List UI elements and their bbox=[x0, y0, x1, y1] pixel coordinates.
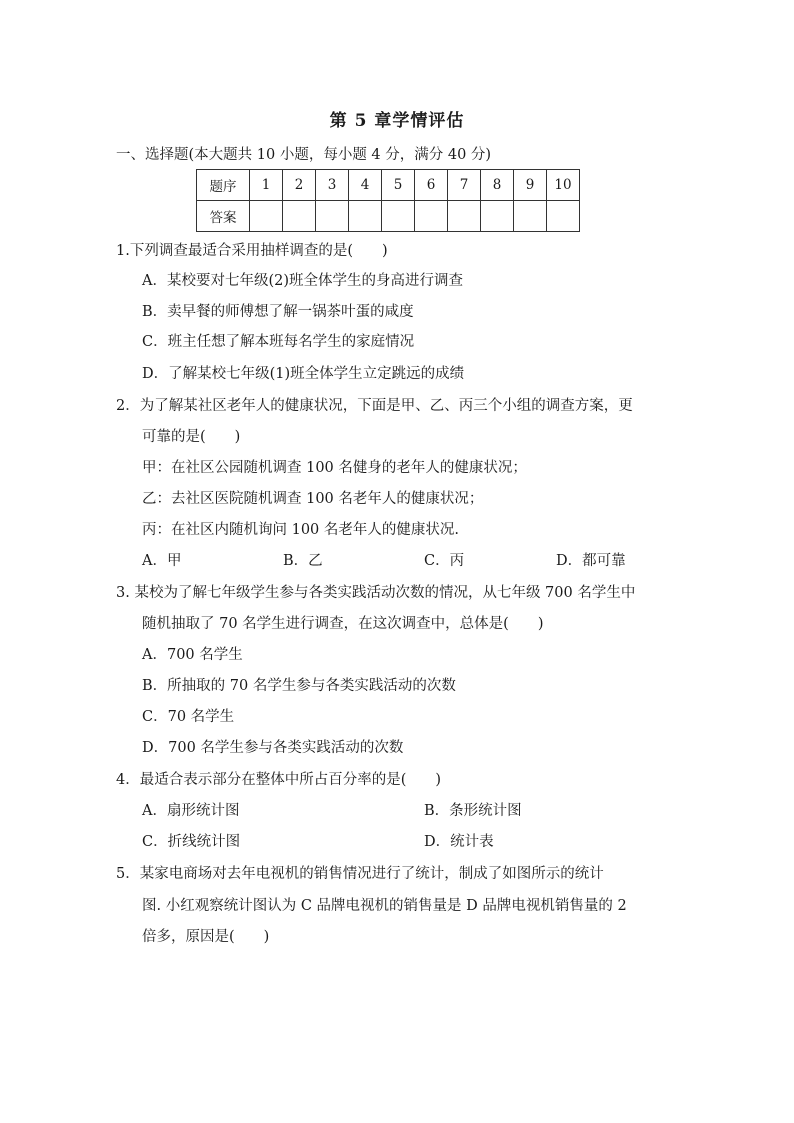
question-4-option-d: D．统计表 bbox=[424, 834, 494, 850]
question-3-option-b: B．所抽取的 70 名学生参与各类实践活动的次数 bbox=[142, 678, 456, 694]
answer-cell[interactable] bbox=[250, 201, 283, 232]
answer-table-number: 10 bbox=[547, 170, 580, 201]
question-4-option-a: A．扇形统计图 bbox=[142, 803, 240, 819]
answer-table-number: 4 bbox=[349, 170, 382, 201]
answer-table-number: 5 bbox=[382, 170, 415, 201]
answer-table-header-label: 题序 bbox=[197, 170, 250, 201]
question-2-stem: 2．为了解某社区老年人的健康状况，下面是甲、乙、丙三个小组的调查方案，更 bbox=[116, 398, 633, 414]
answer-table-number: 3 bbox=[316, 170, 349, 201]
question-4-stem: 4．最适合表示部分在整体中所占百分率的是( ) bbox=[116, 772, 442, 788]
answer-cell[interactable] bbox=[316, 201, 349, 232]
question-2-plan-jia: 甲：在社区公园随机调查 100 名健身的老年人的健康状况； bbox=[142, 460, 527, 476]
question-1-option-c: C．班主任想了解本班每名学生的家庭情况 bbox=[142, 334, 415, 350]
question-2-option-b: B．乙 bbox=[283, 553, 323, 569]
answer-table-number: 7 bbox=[448, 170, 481, 201]
answer-cell[interactable] bbox=[481, 201, 514, 232]
answer-cell[interactable] bbox=[283, 201, 316, 232]
answer-table-number: 1 bbox=[250, 170, 283, 201]
answer-cell[interactable] bbox=[514, 201, 547, 232]
answer-cell[interactable] bbox=[382, 201, 415, 232]
question-3-option-a: A．700 名学生 bbox=[142, 647, 243, 663]
question-4-option-b: B．条形统计图 bbox=[424, 803, 522, 819]
answer-cell[interactable] bbox=[349, 201, 382, 232]
answer-table bbox=[196, 169, 580, 232]
question-3-option-c: C．70 名学生 bbox=[142, 709, 235, 725]
question-5-stem-cont-2: 倍多，原因是( ) bbox=[142, 929, 270, 945]
answer-table-number: 8 bbox=[481, 170, 514, 201]
answer-table-number: 9 bbox=[514, 170, 547, 201]
answer-table-number: 6 bbox=[415, 170, 448, 201]
question-1-option-b: B．卖早餐的师傅想了解一锅茶叶蛋的咸度 bbox=[142, 304, 414, 320]
question-2-option-d: D．都可靠 bbox=[556, 553, 626, 569]
question-2-option-c: C．丙 bbox=[424, 553, 465, 569]
question-1-option-d: D．了解某校七年级(1)班全体学生立定跳远的成绩 bbox=[142, 366, 465, 382]
question-4-option-c: C．折线统计图 bbox=[142, 834, 241, 850]
answer-cell[interactable] bbox=[448, 201, 481, 232]
question-5-stem: 5．某家电商场对去年电视机的销售情况进行了统计，制成了如图所示的统计 bbox=[116, 866, 604, 882]
question-3-option-d: D．700 名学生参与各类实践活动的次数 bbox=[142, 740, 404, 756]
question-2-option-a: A．甲 bbox=[142, 553, 182, 569]
answer-cell[interactable] bbox=[415, 201, 448, 232]
question-3-stem-cont: 随机抽取了 70 名学生进行调查，在这次调查中，总体是( ) bbox=[142, 616, 544, 632]
question-2-stem-cont: 可靠的是( ) bbox=[142, 429, 241, 445]
question-1-option-a: A．某校要对七年级(2)班全体学生的身高进行调查 bbox=[142, 273, 464, 289]
question-2-plan-bing: 丙：在社区内随机询问 100 名老年人的健康状况. bbox=[142, 522, 460, 538]
answer-table-answer-row bbox=[197, 201, 580, 232]
answer-table-number: 2 bbox=[283, 170, 316, 201]
answer-table-answer-label: 答案 bbox=[197, 201, 250, 232]
question-2-plan-yi: 乙：去社区医院随机调查 100 名老年人的健康状况； bbox=[142, 491, 484, 507]
page-title: 第 5 章学情评估 bbox=[329, 111, 465, 131]
question-5-stem-cont: 图. 小红观察统计图认为 C 品牌电视机的销售量是 D 品牌电视机销售量的 2 bbox=[142, 898, 627, 914]
answer-cell[interactable] bbox=[547, 201, 580, 232]
question-1-stem: 1.下列调查最适合采用抽样调查的是( ) bbox=[116, 243, 388, 259]
question-3-stem: 3. 某校为了解七年级学生参与各类实践活动次数的情况，从七年级 700 名学生中 bbox=[116, 585, 636, 601]
answer-table-header-row bbox=[197, 170, 580, 201]
section-heading: 一、选择题(本大题共 10 小题，每小题 4 分，满分 40 分) bbox=[116, 147, 492, 163]
